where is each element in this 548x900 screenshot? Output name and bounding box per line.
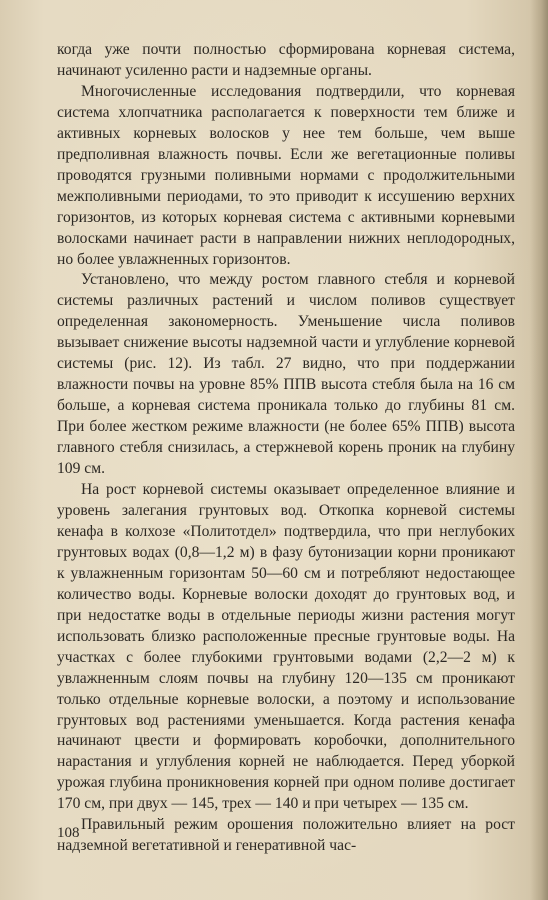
page-number: 108: [57, 825, 80, 841]
paragraph-irrigation-regime: Правильный режим орошения положительно влияет на рост надземной вегетативной и генеративной час-: [57, 816, 515, 855]
paragraph-stem-root-growth: Установлено, что между ростом главного стебля и корневой системы различных растений и числом поливов существует определенная закономерность. Уменьшение числа поливов вызывает снижение высоты надземной части и углубление корневой системы (рис. 12). Из табл. 27 видно, что при поддержании влажности почвы на уровне 85% ППВ высота стебля была на 16 см больше, а корневая система проникала только до глубины 81 см. При более жестком режиме влажности (не более 65% ППВ) высота главного стебля снизилась, а стержневой корень проник на глубину 109 см.: [57, 271, 515, 478]
body-text: [57, 40, 515, 857]
page-edge-shadow: [530, 0, 548, 900]
paragraph-groundwater: На рост корневой системы оказывает определенное влияние и уровень залегания грунтовых вод. Откопка корневой системы кенафа в колхозе «Политотдел» подтвердила, что при неглубоких грунтовых водах (0,8—1,2 м) в фазу бутонизации корни проникают к увлажненным горизонтам 50—60 см и потребляют недостающее количество воды. Корневые волоски доходят до грунтовых вод, и при недостатке воды в отдельные периоды жизни растения могут использовать близко расположенные пресные грунтовые воды. На участках с более глубокими грунтовыми водами (2,2—2 м) к увлажненным слоям почвы на глубину 120—135 см проникают только отдельные корневые волоски, а поэтому и использование грунтовых вод растениями уменьшается. Когда растения кенафа начинают цвести и формировать коробочки, дополнительного нарастания и углубления корней не наблюдается. Перед уборкой урожая глубина проникновения корней при одном поливе достигает 170 см, при двух — 145, трех — 140 и при четырех — 135 см.: [57, 481, 515, 813]
paragraph-continuation: когда уже почти полностью сформирована корневая система, начинают усиленно расти и надземные органы.: [57, 41, 515, 79]
paragraph-root-research: Многочисленные исследования подтвердили, что корневая система хлопчатника располагается к поверхности тем ближе и активных корневых волосков у нее тем больше, чем выше предполивная влажность почвы. Если же вегетационные поливы проводятся грузными поливными нормами с продолжительными межполивными периодами, то это приводит к иссушению верхних горизонтов, из которых корневая система с активными корневыми волосками начинает расти в направлении нижних неплодородных, но более увлажненных горизонтов.: [57, 82, 515, 268]
